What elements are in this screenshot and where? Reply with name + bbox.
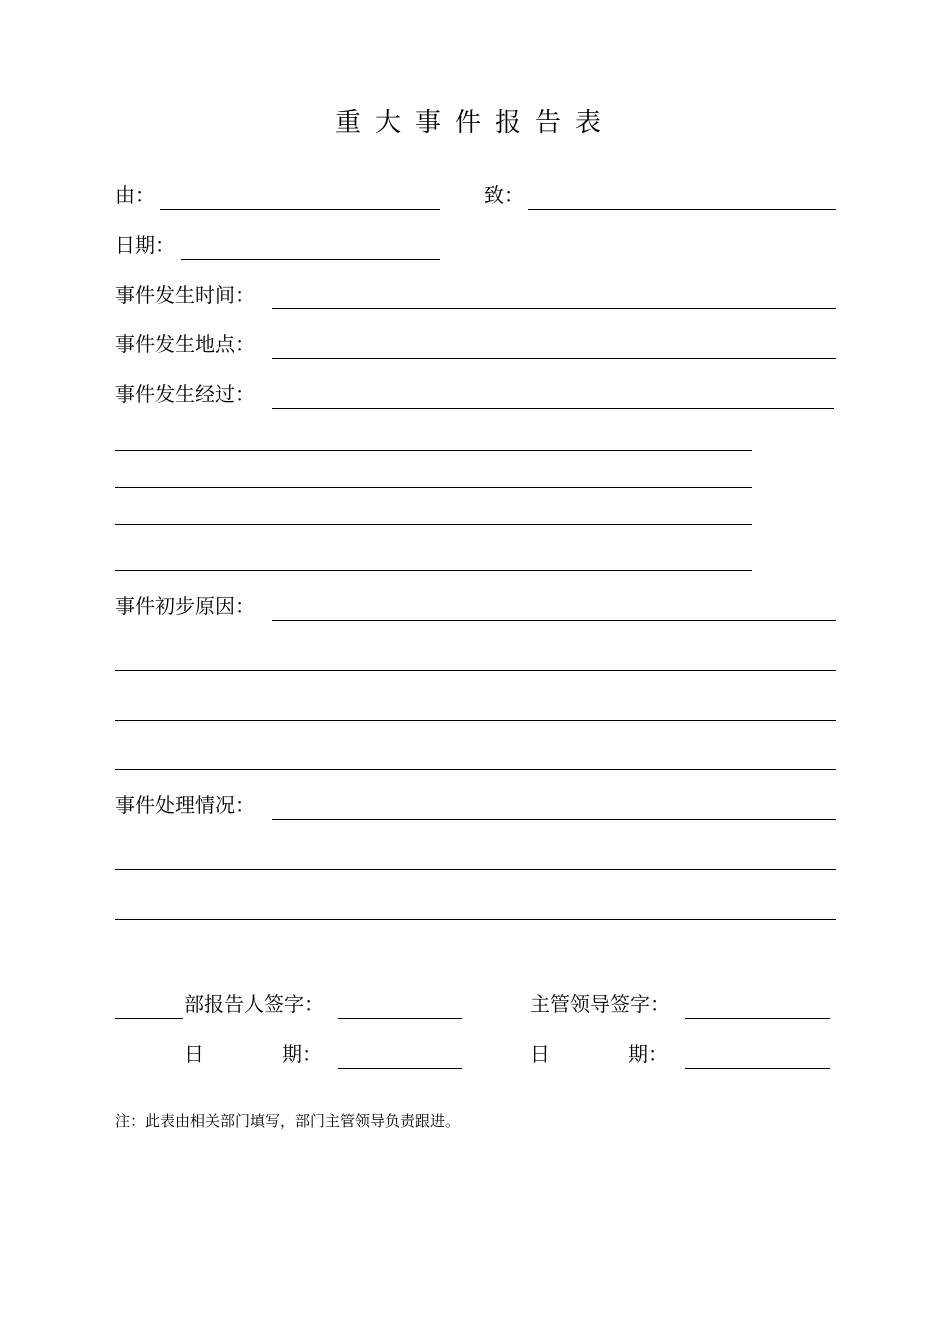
reporter-date-char-1: 日: [184, 1042, 204, 1066]
event-time-field[interactable]: [272, 308, 836, 309]
from-field[interactable]: [160, 209, 440, 210]
date-field[interactable]: [181, 259, 440, 260]
reporter-signature-label: 部报告人签字：: [184, 992, 324, 1016]
supervisor-date-label: [530, 1042, 668, 1066]
event-process-line-5[interactable]: [115, 570, 752, 571]
supervisor-signature-field[interactable]: [685, 1018, 830, 1019]
event-process-field[interactable]: [272, 408, 834, 409]
to-label: 致：: [484, 183, 524, 207]
reporter-signature-field[interactable]: [338, 1018, 462, 1019]
reporter-date-char-2: 期：: [282, 1042, 322, 1066]
page-title: 重大事件报告表: [334, 108, 615, 138]
to-field[interactable]: [528, 209, 836, 210]
event-place-label: 事件发生地点：: [115, 332, 255, 356]
footnote: 注：此表由相关部门填写，部门主管领导负责跟进。: [115, 1112, 461, 1130]
event-handling-label: 事件处理情况：: [115, 793, 255, 817]
event-process-label: 事件发生经过：: [115, 382, 255, 406]
event-cause-label: 事件初步原因：: [115, 594, 255, 618]
event-handling-line-3[interactable]: [115, 919, 836, 920]
event-cause-field[interactable]: [272, 620, 836, 621]
supervisor-date-char-1: 日: [530, 1042, 550, 1066]
department-field[interactable]: [115, 1018, 183, 1019]
event-handling-field[interactable]: [272, 819, 836, 820]
supervisor-signature-label: 主管领导签字：: [530, 992, 670, 1016]
supervisor-date-field[interactable]: [685, 1068, 830, 1069]
reporter-date-field[interactable]: [338, 1068, 462, 1069]
reporter-date-label: [184, 1042, 322, 1066]
from-label: 由：: [115, 183, 155, 207]
date-label: 日期：: [115, 233, 175, 257]
event-process-line-4[interactable]: [115, 524, 752, 525]
event-cause-line-3[interactable]: [115, 720, 836, 721]
event-process-line-2[interactable]: [115, 450, 752, 451]
supervisor-date-char-2: 期：: [628, 1042, 668, 1066]
event-process-line-3[interactable]: [115, 487, 752, 488]
event-cause-line-2[interactable]: [115, 670, 836, 671]
event-time-label: 事件发生时间：: [115, 283, 255, 307]
event-cause-line-4[interactable]: [115, 769, 836, 770]
event-handling-line-2[interactable]: [115, 869, 836, 870]
event-place-field[interactable]: [272, 358, 836, 359]
